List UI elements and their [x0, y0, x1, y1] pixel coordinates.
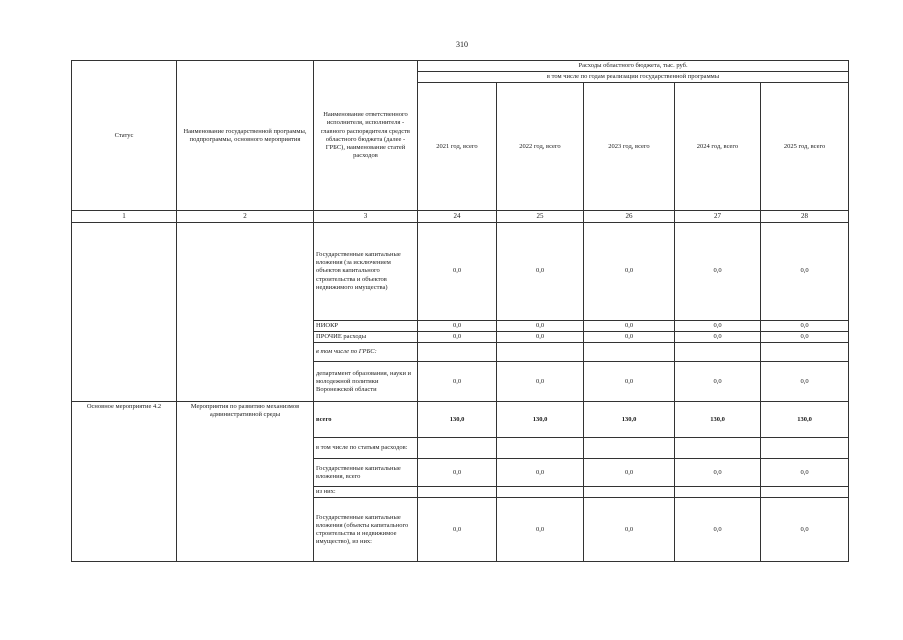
row-label: из них: — [314, 487, 418, 498]
row-label: Государственные капитальные вложения, всего — [314, 459, 418, 487]
measure-name: Мероприятия по развитию механизмов административной среды — [177, 402, 314, 562]
header-row-1 — [72, 61, 849, 72]
value-cell — [584, 438, 675, 459]
value-cell — [675, 438, 761, 459]
value-cell: 0,0 — [418, 332, 497, 343]
value-cell: 0,0 — [497, 498, 584, 562]
value-cell: 0,0 — [675, 321, 761, 332]
value-cell: 0,0 — [584, 362, 675, 402]
column-number: 1 — [72, 211, 177, 223]
value-cell — [497, 438, 584, 459]
value-cell — [497, 487, 584, 498]
header-by-years: в том числе по годам реализации государственной программы — [418, 72, 849, 83]
column-number: 28 — [761, 211, 849, 223]
value-cell: 0,0 — [761, 362, 849, 402]
column-number: 25 — [497, 211, 584, 223]
value-cell: 130,0 — [418, 402, 497, 438]
value-cell: 0,0 — [675, 498, 761, 562]
value-cell: 130,0 — [584, 402, 675, 438]
header-year-2021: 2021 год, всего — [418, 83, 497, 211]
name-cell-empty — [177, 223, 314, 402]
header-year-2024: 2024 год, всего — [675, 83, 761, 211]
row-label: Государственные капитальные вложения (объекты капитального строительства и недвижимое имущество), из них: — [314, 498, 418, 562]
value-cell: 0,0 — [418, 223, 497, 321]
value-cell — [584, 487, 675, 498]
value-cell: 0,0 — [497, 459, 584, 487]
value-cell: 0,0 — [675, 332, 761, 343]
value-cell — [675, 343, 761, 362]
value-cell: 0,0 — [584, 332, 675, 343]
measure-status: Основное мероприятие 4.2 — [72, 402, 177, 562]
value-cell: 0,0 — [584, 498, 675, 562]
value-cell: 130,0 — [761, 402, 849, 438]
value-cell — [418, 438, 497, 459]
table-row — [72, 223, 849, 321]
column-number: 27 — [675, 211, 761, 223]
value-cell — [418, 487, 497, 498]
table-row — [72, 402, 849, 438]
value-cell: 0,0 — [761, 459, 849, 487]
header-program-name: Наименование государственной программы, подпрограммы, основного мероприятия — [177, 61, 314, 211]
row-label: ПРОЧИЕ расходы — [314, 332, 418, 343]
value-cell: 130,0 — [675, 402, 761, 438]
column-numbers-row — [72, 211, 849, 223]
value-cell — [761, 487, 849, 498]
row-label: в том числе по ГРБС: — [314, 343, 418, 362]
value-cell: 0,0 — [761, 223, 849, 321]
status-cell-empty — [72, 223, 177, 402]
value-cell — [761, 343, 849, 362]
page-number: 310 — [456, 40, 468, 49]
column-number: 3 — [314, 211, 418, 223]
value-cell: 0,0 — [761, 332, 849, 343]
header-year-2025: 2025 год, всего — [761, 83, 849, 211]
value-cell: 0,0 — [761, 498, 849, 562]
column-number: 26 — [584, 211, 675, 223]
value-cell: 0,0 — [497, 362, 584, 402]
column-number: 2 — [177, 211, 314, 223]
value-cell: 0,0 — [497, 332, 584, 343]
value-cell: 0,0 — [675, 459, 761, 487]
header-executor: Наименование ответственного исполнителя, исполнителя - главного распорядителя средств областного бюджета (далее - ГРБС), наименование статей расходов — [314, 61, 418, 211]
value-cell: 0,0 — [761, 321, 849, 332]
value-cell: 0,0 — [584, 459, 675, 487]
value-cell: 0,0 — [418, 362, 497, 402]
value-cell: 0,0 — [675, 223, 761, 321]
value-cell — [761, 438, 849, 459]
value-cell: 0,0 — [497, 321, 584, 332]
value-cell — [584, 343, 675, 362]
value-cell: 0,0 — [418, 498, 497, 562]
value-cell — [497, 343, 584, 362]
value-cell: 0,0 — [418, 321, 497, 332]
row-label: Государственные капитальные вложения (за исключением объектов капитального строительства и объектов недвижимого имущества) — [314, 223, 418, 321]
column-number: 24 — [418, 211, 497, 223]
header-status: Статус — [72, 61, 177, 211]
row-label: департамент образования, науки и молодежной политики Воронежской области — [314, 362, 418, 402]
value-cell: 0,0 — [418, 459, 497, 487]
row-label: НИОКР — [314, 321, 418, 332]
row-label: всего — [314, 402, 418, 438]
value-cell: 0,0 — [584, 223, 675, 321]
value-cell: 130,0 — [497, 402, 584, 438]
budget-table — [71, 60, 849, 562]
header-year-2023: 2023 год, всего — [584, 83, 675, 211]
value-cell: 0,0 — [584, 321, 675, 332]
header-expenses: Расходы областного бюджета, тыс. руб. — [418, 61, 849, 72]
value-cell — [675, 487, 761, 498]
row-label: в том числе по статьям расходов: — [314, 438, 418, 459]
value-cell: 0,0 — [675, 362, 761, 402]
value-cell: 0,0 — [497, 223, 584, 321]
header-year-2022: 2022 год, всего — [497, 83, 584, 211]
value-cell — [418, 343, 497, 362]
